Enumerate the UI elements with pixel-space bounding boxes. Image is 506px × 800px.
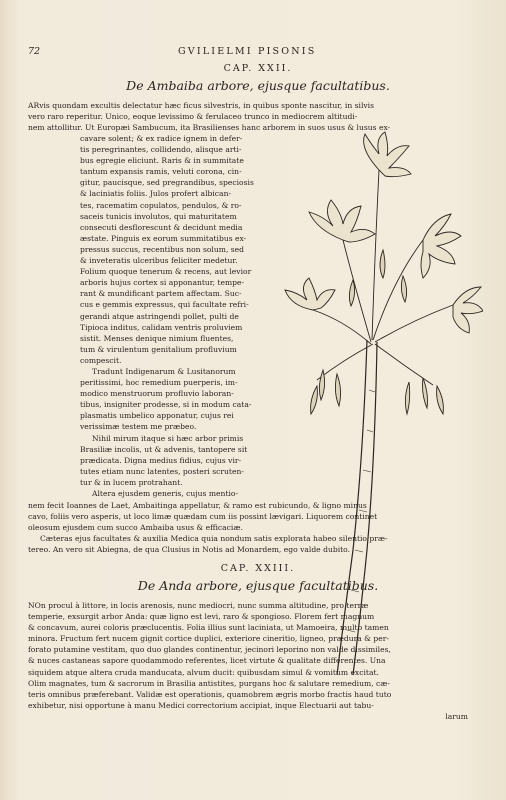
text-line: Tipioca inditus, calidam ventris proluviem xyxy=(80,322,243,332)
chapter-title-xxii: De Ambaiba arbore, ejusque facultatibus. xyxy=(126,78,390,93)
text-line: exhibetur, nisi opportune à manu Medici correctorium accipiat, inque Electuarii aut tabu- xyxy=(28,700,374,710)
text-line: cus e gemmis expressus, qui facultate refri- xyxy=(80,300,249,310)
text-line: nem attollitur. Ut Europæi Sambucum, ita Brasilienses hanc arborem in suos usus & lusus ex- xyxy=(28,123,391,133)
chapter1-opening xyxy=(28,100,390,133)
text-line: cavo, foliis vero asperis, ut loco limæ quædam cum iis possint lævigari. Liquorem continet xyxy=(28,512,378,522)
text-line: Nihil mirum itaque si hæc arbor primis xyxy=(92,433,244,443)
text-line: gitur, paucisque, sed pregrandibus, speciosis xyxy=(80,178,254,188)
text-line: sistit. Menses denique nimium fluentes, xyxy=(80,333,234,343)
text-line: Folium quoque tenerum & recens, aut levior xyxy=(80,267,252,277)
text-line: tum & virulentum genitalium profluvium xyxy=(80,344,237,354)
text-line: consecuti desflorescunt & decidunt media xyxy=(80,222,243,232)
text-line: vero raro reperitur. Unico, eoque levissimo & ferulaceo trunco in mediocrem altitudi- xyxy=(28,112,358,122)
text-line: & concavum, aurei coloris præclucentis. Folia illius sunt laciniata, ut Mamoeira, multo tamen xyxy=(28,623,389,633)
text-line: gerandi atque astringendi pollet, pulti de xyxy=(80,311,239,321)
text-line: tereo. An vero sit Abiegna, de qua Clusius in Notis ad Monardem, ego valde dubito. xyxy=(28,545,351,555)
text-line: Cæteras ejus facultates & auxilia Medica quia nondum satis explorata habeo silentio præ- xyxy=(40,534,388,544)
text-line: pressus succus, recentibus non solum, sed xyxy=(80,244,245,254)
text-line: plasmatis umbelico apponatur, cujus rei xyxy=(80,411,234,421)
text-line: teris omnibus præferebant. Validæ est operationis, quamobrem ægris morbo fractis haud tuto xyxy=(28,689,392,699)
text-line: larum xyxy=(445,711,468,721)
text-line: minora. Fructum fert nucem gignit cortice duplici, exteriore cineritio, ligneo, prædura & per- xyxy=(28,634,389,644)
text-line: nem fecit Ioannes de Laet, Ambaitinga appellatur, & ramo est rubicundo, & ligno minus xyxy=(28,501,367,510)
text-line: ARvis quondam excultis delectatur hæc ficus silvestris, in quibus sponte nascitur, in silvis xyxy=(28,101,374,110)
chapter-heading-xxii: CAP. XXII. xyxy=(223,63,293,74)
text-line: modico menstruorum profluvio laboran- xyxy=(80,389,234,399)
text-line: oleosum ejusdem cum succo Ambaiba usus & efficaciæ. xyxy=(28,523,243,533)
text-line: arboris hujus cortex si apponantur, tempe- xyxy=(80,278,245,288)
text-line: temperie, exsurgit arbor Anda: quæ ligno est levi, raro & spongioso. Florem fert magnum xyxy=(28,612,375,622)
text-line: Altera ejusdem generis, cujus mentio- xyxy=(92,489,239,498)
text-line: rant & mundificant partem affectam. Suc- xyxy=(80,289,242,299)
text-line: tantum expansis ramis, veluti corona, cin- xyxy=(80,167,242,177)
text-line: prædicata. Digna medius fidius, cujus vir- xyxy=(80,455,242,465)
text-line: Olim magnates, tum & sacrorum in Brasilia antistites, purgans hoc & salutare remedium, cæ- xyxy=(28,678,390,688)
text-line: NOn procul à littore, in locis arenosis, nunc mediocri, nunc summa altitudine, pro terræ xyxy=(28,601,369,610)
page-header xyxy=(28,46,488,60)
text-line: tutes etiam nunc latentes, posteri scruten- xyxy=(80,466,244,476)
text-line: compescit. xyxy=(80,355,122,365)
running-title: GVILIELMI PISONIS xyxy=(178,46,317,57)
text-line: Brasiliæ incolis, ut & advenis, tantopere sit xyxy=(80,444,248,454)
text-line: tibus, insigniter prodesse, si in modum cata- xyxy=(80,400,252,410)
text-line: Tradunt Indigenarum & Lusitanorum xyxy=(92,366,236,376)
text-line: æstate. Pinguis ex eorum summitatibus ex- xyxy=(80,233,247,243)
text-line: verissimæ testem me præbeo. xyxy=(80,422,197,432)
chapter-heading-xxiii: CAP. XXIII. xyxy=(220,563,296,574)
text-line: cavare solent; & ex radice ignem in defer- xyxy=(80,134,243,143)
page-number: 72 xyxy=(28,46,41,57)
text-line: peritissimi, hoc remedium puerperis, im- xyxy=(80,378,238,388)
chapter1-column xyxy=(80,133,254,499)
text-line: saceis tunicis involutos, qui maturitatem xyxy=(80,211,237,221)
text-line: tur & in lucem protrahant. xyxy=(80,477,183,487)
ambaiba-tree-illustration xyxy=(283,130,483,680)
text-line: & laciniatis foliis. Julos profert albican- xyxy=(80,189,232,199)
text-line: & inveteratis ulceribus feliciter medetur. xyxy=(80,256,238,266)
text-line: tes, racematim copulatos, pendulos, & ro- xyxy=(80,200,242,210)
text-line: & nuces castaneas sapore quodammodo referentes, licet virtute & qualitate differentes. Una xyxy=(28,656,386,666)
text-line: siquidem atque altera cruda manducata, alvum ducit: quibusdam simul & vomitum excitat. xyxy=(28,667,379,677)
text-line: bus egregie eliciunt. Raris & in summitate xyxy=(80,156,244,166)
text-line: tis peregrinantes, collidendo, alisque arti- xyxy=(80,145,242,155)
text-line: forato putamine vestitam, quo duo glandes continentur, jecinori leporino non valde dissimiles, xyxy=(28,645,391,655)
chapter-title-xxiii: De Anda arbore, ejusque facultatibus. xyxy=(137,578,379,593)
